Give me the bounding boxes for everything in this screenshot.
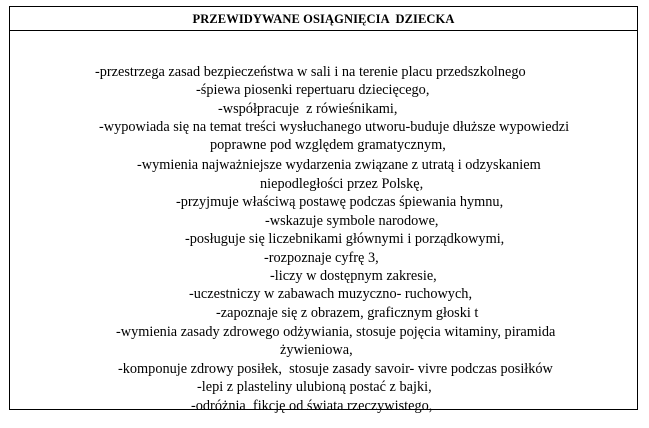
achievement-line-7: niepodległości przez Polskę, — [260, 176, 424, 192]
achievement-line-5: poprawne pod względem gramatycznym, — [210, 137, 446, 153]
achievement-line-15: -wymienia zasady zdrowego odżywiania, stosuje pojęcia witaminy, piramida — [116, 324, 556, 340]
achievement-line-12: -liczy w dostępnym zakresie, — [270, 268, 437, 284]
achievement-line-11: -rozpoznaje cyfrę 3, — [264, 250, 379, 266]
achievement-line-2: -śpiewa piosenki repertuaru dziecięcego, — [196, 82, 430, 98]
achievement-line-4: -wypowiada się na temat treści wysłuchanego utworu-buduje dłuższe wypowiedzi — [99, 119, 570, 135]
table-title: PRZEWIDYWANE OSIĄGNIĘCIA DZIECKA — [192, 12, 455, 26]
achievement-line-9: -wskazuje symbole narodowe, — [265, 213, 439, 229]
table-header — [10, 7, 637, 31]
achievement-line-10: -posługuje się liczebnikami głównymi i porządkowymi, — [185, 231, 505, 247]
achievements-table — [9, 6, 638, 414]
achievement-line-16: żywieniowa, — [280, 342, 353, 358]
achievements-list — [10, 31, 637, 414]
achievement-line-6: -wymienia najważniejsze wydarzenia związane z utratą i odzyskaniem — [137, 157, 541, 173]
achievement-line-13: -uczestniczy w zabawach muzyczno- ruchowych, — [189, 286, 473, 302]
achievement-line-19: -odróżnia fikcję od świata rzeczywistego, — [191, 398, 433, 414]
achievement-line-8: -przyjmuje właściwą postawę podczas śpiewania hymnu, — [176, 194, 504, 210]
achievement-line-1: -przestrzega zasad bezpieczeństwa w sali i na terenie placu przedszkolnego — [95, 64, 526, 80]
achievement-line-17: -komponuje zdrowy posiłek, stosuje zasady savoir- vivre podczas posiłków — [118, 361, 553, 377]
achievement-line-18: -lepi z plasteliny ulubioną postać z bajki, — [197, 379, 432, 395]
achievement-line-3: -współpracuje z rówieśnikami, — [218, 101, 398, 117]
achievement-line-14: -zapoznaje się z obrazem, graficznym głoski t — [216, 305, 479, 321]
